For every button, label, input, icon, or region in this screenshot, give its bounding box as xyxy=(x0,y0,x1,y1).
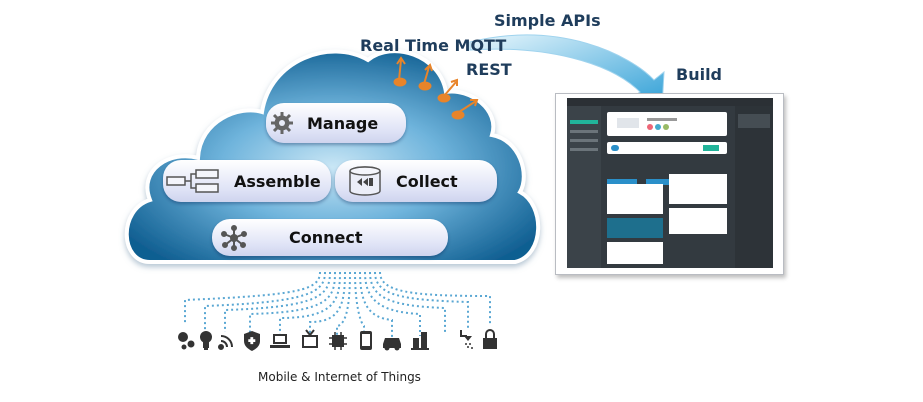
assemble-label: Assemble xyxy=(234,171,321,191)
connect-network-icon xyxy=(221,225,247,251)
connect-label: Connect xyxy=(289,228,363,247)
assemble-flow-icon xyxy=(166,168,222,194)
dashboard-body xyxy=(567,98,773,268)
shower-icon xyxy=(458,328,478,352)
iot-caption: Mobile & Internet of Things xyxy=(258,370,421,384)
bulb-icon xyxy=(196,328,216,352)
health-icon xyxy=(242,328,262,352)
dashboard-tile-5 xyxy=(607,242,663,264)
lock-icon xyxy=(480,328,500,352)
build-label: Build xyxy=(676,65,723,84)
simple-apis-label: Simple APIs xyxy=(494,11,601,30)
dashboard-tile-1 xyxy=(607,184,663,214)
car-icon xyxy=(382,328,402,352)
dashboard-right-panel xyxy=(735,106,773,268)
dashboard-tile-3 xyxy=(607,218,663,238)
assemble-pill xyxy=(163,160,331,202)
dashboard-screenshot xyxy=(555,93,784,275)
realtime-mqtt-label: Real Time MQTT xyxy=(360,36,507,55)
rest-label: REST xyxy=(466,60,512,79)
tv-icon xyxy=(300,328,320,352)
laptop-icon xyxy=(270,328,290,352)
dashboard-buttons xyxy=(607,170,677,176)
dashboard-tile-4 xyxy=(669,208,727,234)
manage-gear-icon xyxy=(269,110,295,136)
dashboard-header xyxy=(567,98,773,106)
connect-pill xyxy=(212,219,448,256)
wireless-icon xyxy=(216,328,236,352)
phone-icon xyxy=(356,328,376,352)
collect-pill xyxy=(335,160,497,202)
dashboard-sidebar xyxy=(567,106,601,268)
chip-icon xyxy=(328,328,348,352)
sensor-icon xyxy=(176,328,196,352)
dashboard-tile-2 xyxy=(669,174,727,204)
manage-pill xyxy=(266,103,406,143)
collect-database-icon xyxy=(348,166,382,196)
industrial-icon xyxy=(410,328,430,352)
dashboard-card-main xyxy=(607,112,727,136)
dashboard-card-bar xyxy=(607,142,727,154)
collect-label: Collect xyxy=(396,171,458,191)
manage-label: Manage xyxy=(307,113,379,133)
